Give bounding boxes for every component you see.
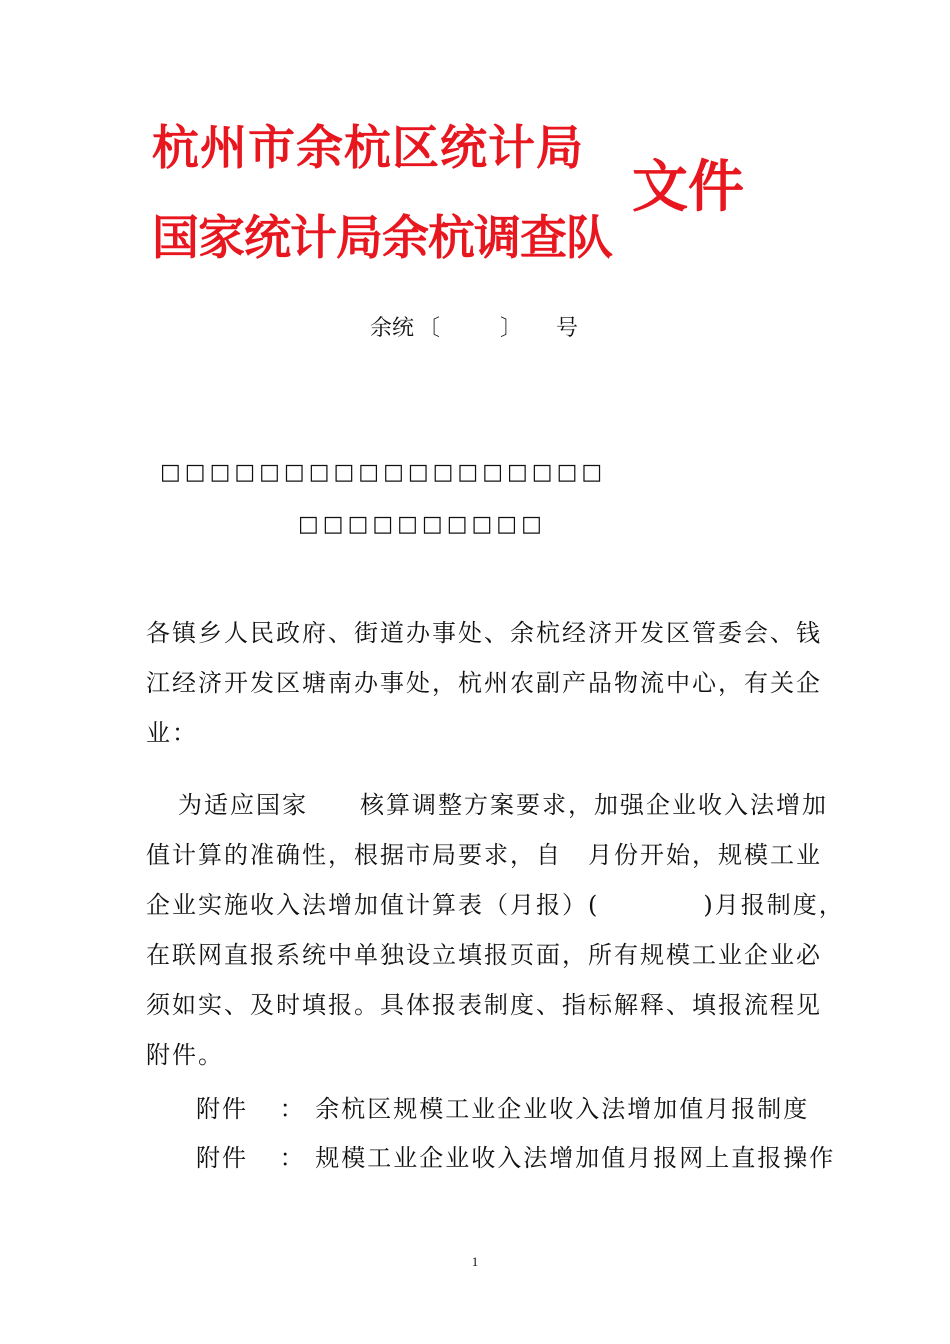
missing-glyph-boxes: □□□□□□□□□□ xyxy=(298,512,546,537)
doc-number-bracket-open: 〔 xyxy=(418,316,441,341)
page-number: 1 xyxy=(471,1254,479,1269)
attachment-item xyxy=(196,1097,809,1121)
attachment-item xyxy=(196,1146,835,1170)
attachment-label: 附件 xyxy=(196,1095,248,1123)
body-line: 在联网直报系统中单独设立填报页面，所有规模工业企业必 xyxy=(146,941,822,969)
attachment-separator: ： xyxy=(279,1095,306,1123)
document-title-line-1 xyxy=(160,462,606,484)
salutation-line: 各镇乡人民政府、街道办事处、余杭经济开发区管委会、钱 xyxy=(146,619,822,647)
missing-glyph-boxes: □□□□□□□□□□□□□□□□□□ xyxy=(160,460,607,485)
document-type-label: 文件 xyxy=(632,155,744,220)
body-line: 须如实、及时填报。具体报表制度、指标解释、填报流程见 xyxy=(146,991,822,1019)
attachment-title: 规模工业企业收入法增加值月报网上直报操作 xyxy=(315,1144,836,1172)
body-line: 为适应国家 核算调整方案要求，加强企业收入法增加 xyxy=(178,791,828,819)
issuer-name-line-1: 杭州市余杭区统计局 xyxy=(152,121,584,176)
body-line: 企业实施收入法增加值计算表（月报）( )月报制度， xyxy=(146,891,845,919)
salutation-line: 江经济开发区塘南办事处，杭州农副产品物流中心，有关企 xyxy=(146,669,822,697)
issuer-name-line-2: 国家统计局余杭调查队 xyxy=(152,211,612,266)
document-title-line-2 xyxy=(298,514,546,536)
body-paragraph xyxy=(146,780,845,1080)
doc-number-prefix: 余统 xyxy=(370,316,415,341)
salutation-line: 业： xyxy=(146,719,198,747)
attachment-title: 余杭区规模工业企业收入法增加值月报制度 xyxy=(315,1095,810,1123)
doc-number-suffix: 号 xyxy=(556,316,579,341)
doc-number-bracket-close: 〕 xyxy=(500,316,523,341)
body-line: 值计算的准确性，根据市局要求，自 月份开始，规模工业 xyxy=(146,841,822,869)
salutation xyxy=(146,608,822,758)
body-line: 附件。 xyxy=(146,1041,224,1069)
attachment-separator: ： xyxy=(279,1144,306,1172)
attachment-label: 附件 xyxy=(196,1144,248,1172)
